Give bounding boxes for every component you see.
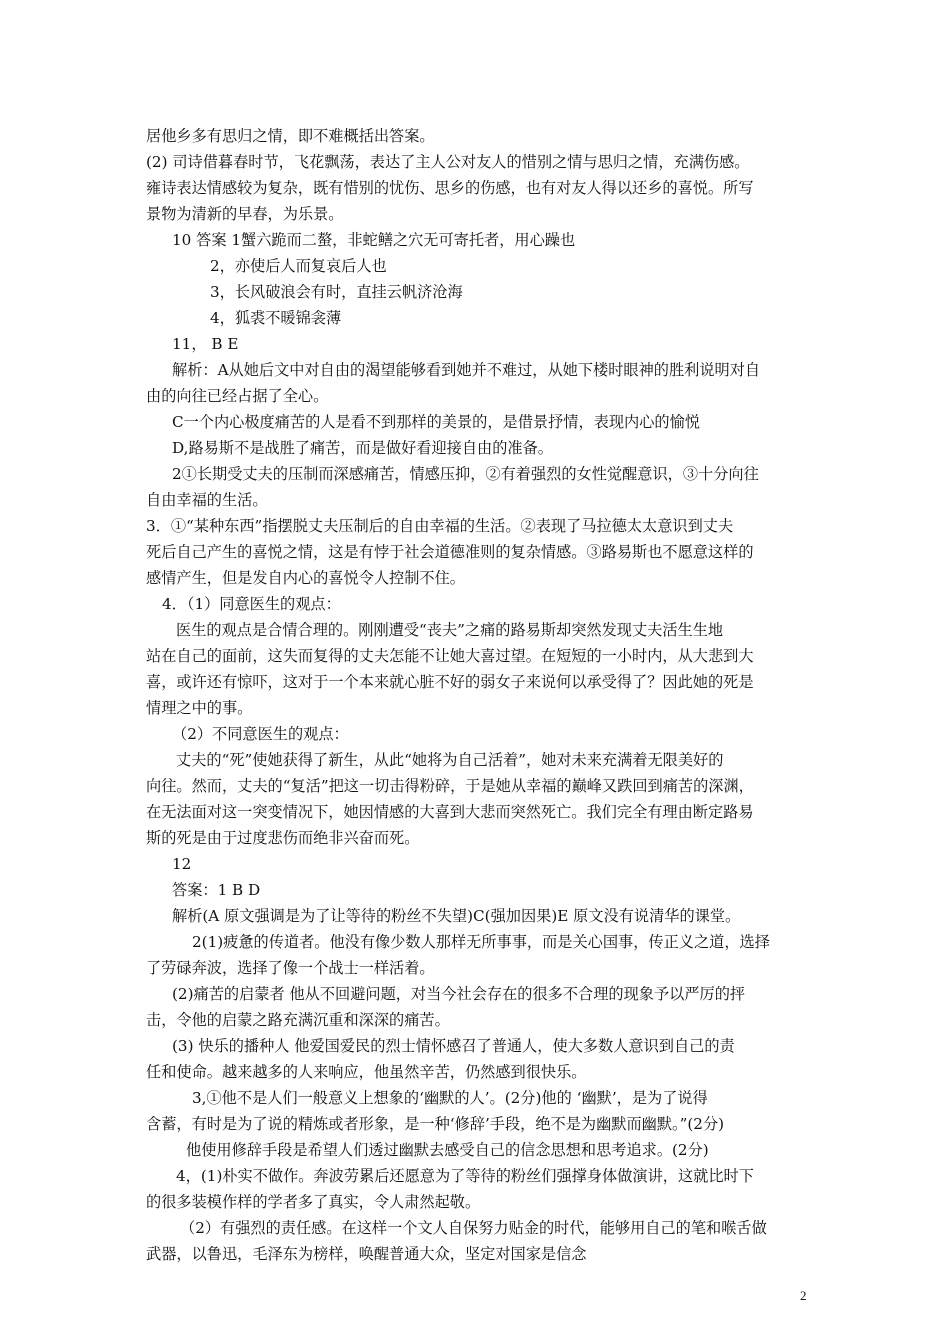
text-line: 解析：A从她后文中对自由的渴望能够看到她并不难过，从她下楼时眼神的胜利说明对自: [172, 361, 761, 379]
text-line: 站在自己的面前，这失而复得的丈夫怎能不让她大喜过望。在短短的一小时内，从大悲到大: [146, 647, 754, 665]
text-line: 景物为清新的早春，为乐景。: [146, 205, 344, 223]
text-line: 3,①他不是人们一般意义上想象的‘幽默的人’。(2分)他的 ‘幽默’，是为了说得: [192, 1089, 708, 1107]
text-line: 医生的观点是合情合理的。刚刚遭受“丧夫”之痛的路易斯却突然发现丈夫活生生地: [176, 621, 724, 639]
text-line: 2，亦使后人而复哀后人也: [210, 257, 387, 275]
text-line: 情理之中的事。: [146, 699, 253, 717]
text-line: 击，令他的启蒙之路充满沉重和深深的痛苦。: [146, 1011, 450, 1029]
text-line: 由的向往已经占据了全心。: [146, 387, 329, 405]
page-number: 2: [800, 1288, 807, 1303]
text-line: （2）有强烈的责任感。在这样一个文人自保努力贴金的时代，能够用自己的笔和喉舌做: [180, 1219, 767, 1237]
text-line: 2(1)疲惫的传道者。他没有像少数人那样无所事事，而是关心国事，传正义之道，选择: [192, 933, 770, 951]
text-line: 向往。然而，丈夫的“复活”把这一切击得粉碎，于是她从幸福的巅峰又跌回到痛苦的深渊，: [146, 777, 754, 795]
text-line: 3．①“某种东西”指摆脱丈夫压制后的自由幸福的生活。②表现了马拉德太太意识到丈夫: [146, 517, 734, 535]
text-line: C一个内心极度痛苦的人是看不到那样的美景的，是借景抒情，表现内心的愉悦: [172, 413, 700, 431]
text-line: 斯的死是由于过度悲伤而绝非兴奋而死。: [146, 829, 420, 847]
text-line: 任和使命。越来越多的人来响应，他虽然辛苦，仍然感到很快乐。: [146, 1063, 587, 1081]
text-line: 4，狐裘不暖锦衾薄: [210, 309, 342, 327]
text-line: 他使用修辞手段是希望人们透过幽默去感受自己的信念思想和思考追求。(2分): [186, 1141, 709, 1159]
text-line: 自由幸福的生活。: [146, 491, 268, 509]
text-line: D,路易斯不是战胜了痛苦，而是做好看迎接自由的准备。: [172, 439, 553, 457]
text-line: 雍诗表达情感较为复杂，既有惜别的忧伤、思乡的伤感，也有对友人得以还乡的喜悦。所写: [146, 179, 754, 197]
text-line: 居他乡多有思归之情，即不难概括出答案。: [146, 127, 435, 145]
text-line: （2）不同意医生的观点：: [172, 725, 349, 743]
text-line: (3) 快乐的播种人 他爱国爱民的烈士情怀感召了普通人，使大多数人意识到自己的责: [172, 1037, 735, 1055]
text-line: 10 答案 1蟹六跪而二螯，非蛇鳝之穴无可寄托者，用心躁也: [172, 231, 576, 249]
text-line: 死后自己产生的喜悦之情，这是有悖于社会道德准则的复杂情感。③路易斯也不愿意这样的: [146, 543, 754, 561]
text-line: 了劳碌奔波，选择了像一个战士一样活着。: [146, 959, 435, 977]
text-line: 感情产生，但是发自内心的喜悦令人控制不住。: [146, 569, 465, 587]
text-line: 2①长期受丈夫的压制而深感痛苦，情感压抑，②有着强烈的女性觉醒意识，③十分向往: [172, 465, 759, 483]
text-line: 11， B E: [172, 335, 239, 353]
text-line: 12: [172, 855, 192, 873]
text-line: 武器，以鲁迅，毛泽东为榜样，唤醒普通大众，坚定对国家是信念: [146, 1245, 587, 1263]
text-line: 的很多装模作样的学者多了真实，令人肃然起敬。: [146, 1193, 481, 1211]
text-line: 喜，或许还有惊吓，这对于一个本来就心脏不好的弱女子来说何以承受得了？因此她的死是: [146, 673, 754, 691]
text-line: 4，(1)朴实不做作。奔波劳累后还愿意为了等待的粉丝们强撑身体做演讲，这就比时下: [176, 1167, 754, 1185]
text-line: 含蓄，有时是为了说的精炼或者形象，是一种‘修辞’手段，绝不是为幽默而幽默。”(2分): [146, 1115, 725, 1133]
text-line: 4．（1）同意医生的观点：: [162, 595, 341, 613]
text-line: 3，长风破浪会有时，直挂云帆济沧海: [210, 283, 463, 301]
text-line: 在无法面对这一突变情况下，她因情感的大喜到大悲而突然死亡。我们完全有理由断定路易: [146, 803, 754, 821]
text-line: (2) 司诗借暮春时节，飞花飘荡，表达了主人公对友人的惜别之情与思归之情，充满伤感。: [146, 153, 750, 171]
text-line: 解析(A 原文强调是为了让等待的粉丝不失望)C(强加因果)E 原文没有说清华的课堂。: [172, 907, 741, 925]
text-line: 丈夫的“死”使她获得了新生，从此“她将为自己活着”，她对未来充满着无限美好的: [176, 751, 724, 769]
text-line: (2)痛苦的启蒙者 他从不回避问题，对当今社会存在的很多不合理的现象予以严厉的抨: [172, 985, 746, 1003]
text-line: 答案：1 B D: [172, 881, 261, 899]
